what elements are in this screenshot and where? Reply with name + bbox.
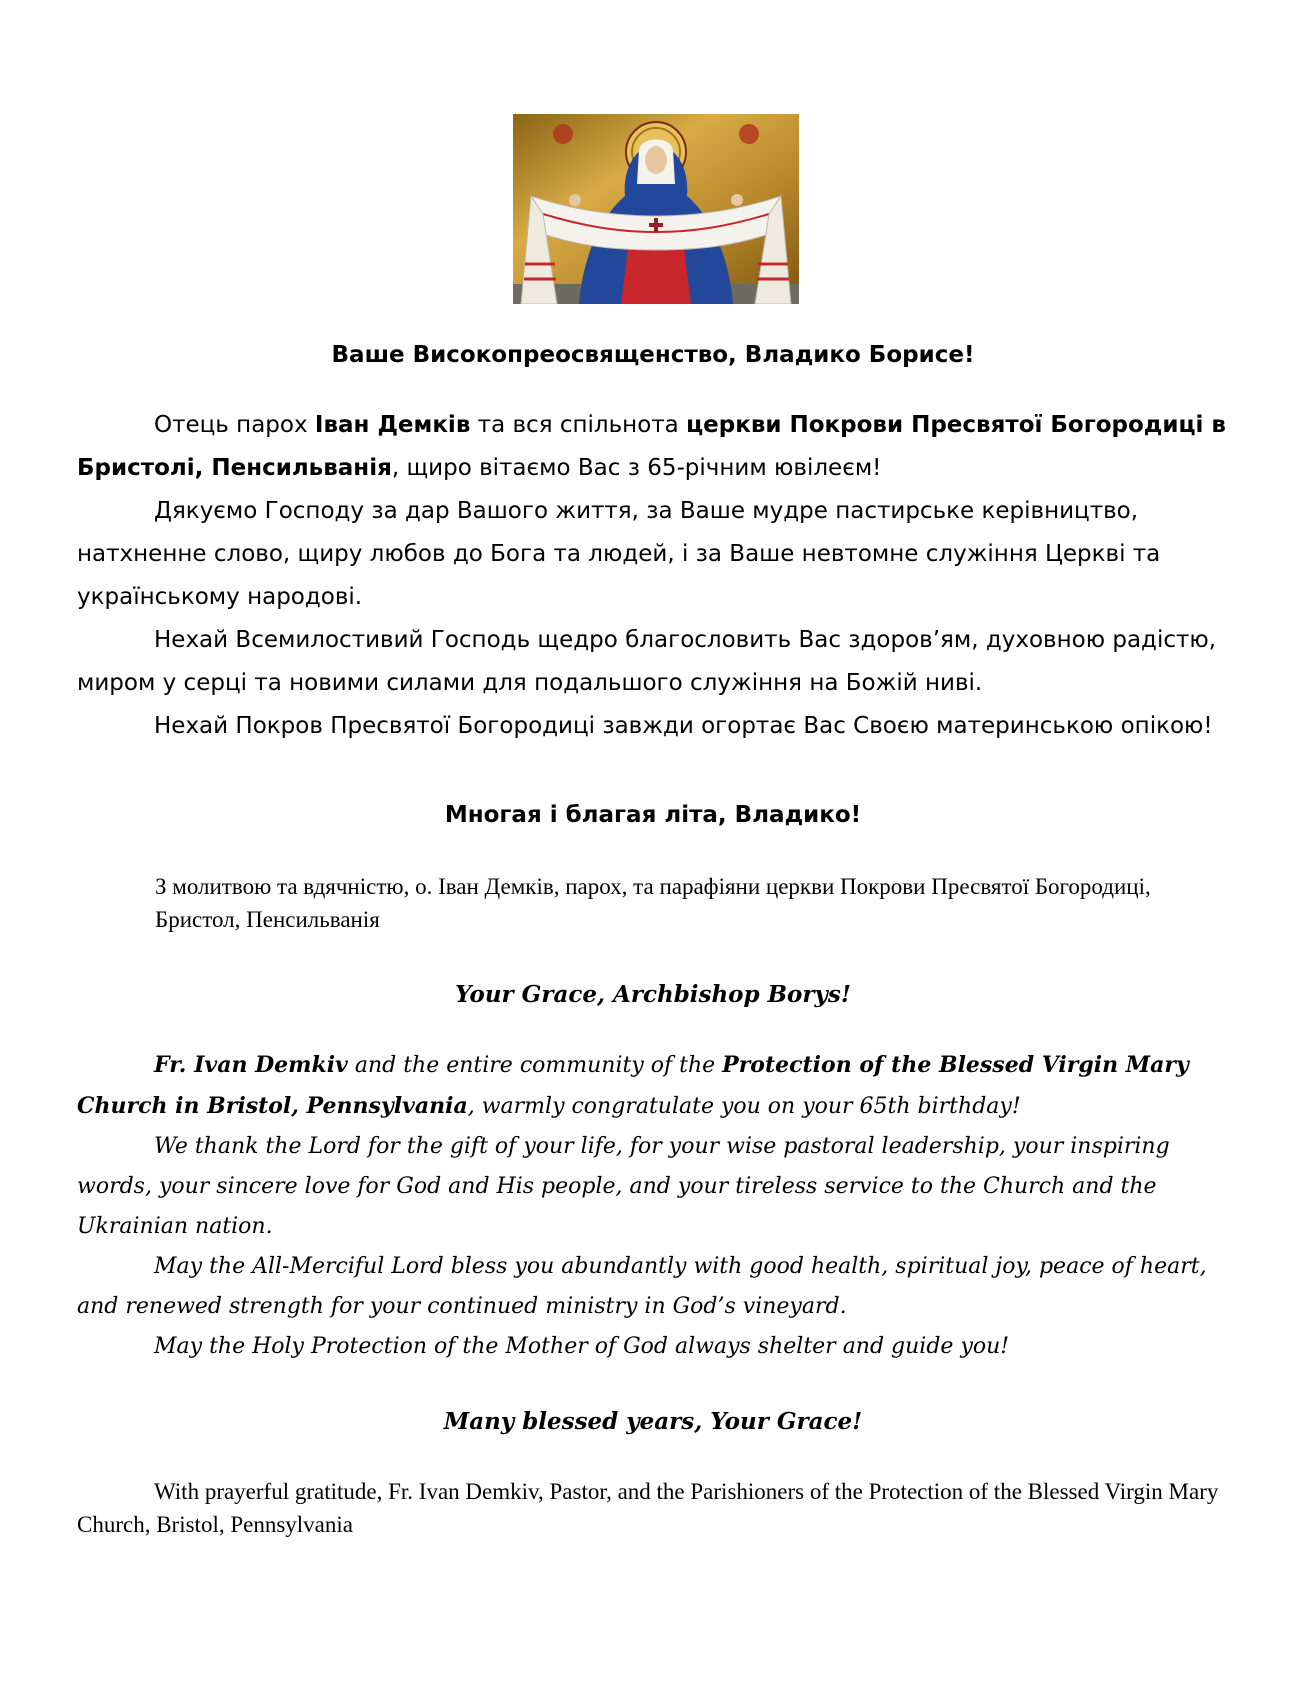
english-title: Your Grace, Archbishop Borys! [455, 981, 851, 1008]
text-run: та вся спільнота [470, 412, 687, 438]
text-run: , warmly congratulate you on your 65th birthday! [467, 1094, 1021, 1119]
ukrainian-signature: З молитвою та вдячністю, о. Іван Демків, парох, та парафіяни церкви Покрови Пресвятої Богородиці, Бристол, Пенсильванія [155, 874, 1151, 932]
ukrainian-paragraph-3: Нехай Всемилостивий Господь щедро благословить Вас здоров’ям, духовною радістю, миром у серці та новими силами для подальшого служіння на Божій ниві. [77, 627, 1217, 696]
ukrainian-title: Ваше Високопреосвященство, Владико Борисе! [331, 342, 975, 368]
ukrainian-closing: Многая і благая літа, Владико! [444, 802, 862, 828]
english-paragraph-3: May the All-Merciful Lord bless you abundantly with good health, spiritual joy, peace of heart, and renewed strength for your continued ministry in God’s vineyard. [77, 1254, 1207, 1319]
english-paragraph-1 [77, 1045, 1227, 1127]
english-signature: With prayerful gratitude, Fr. Ivan Demkiv, Pastor, and the Parishioners of the Protection of the Blessed Virgin Mary Church, Bristol, Pennsylvania [77, 1479, 1219, 1537]
ukrainian-body [77, 404, 1227, 748]
ukrainian-paragraph-4: Нехай Покров Пресвятої Богородиці завжди огортає Вас Своєю материнською опікою! [154, 713, 1213, 739]
text-run: , щиро вітаємо Вас з 65-річним ювілеєм! [391, 455, 882, 481]
pastor-name: Fr. Ivan Demkiv [154, 1052, 348, 1078]
english-closing: Many blessed years, Your Grace! [443, 1408, 863, 1435]
english-body [77, 1045, 1227, 1367]
english-paragraph-4: May the Holy Protection of the Mother of God always shelter and guide you! [154, 1334, 1010, 1359]
english-paragraph-2: We thank the Lord for the gift of your life, for your wise pastoral leadership, your inspiring words, your sincere love for God and His people, and your tireless service to the Church and the Ukrainian nation. [77, 1134, 1170, 1239]
ukrainian-paragraph-2: Дякуємо Господу за дар Вашого життя, за Ваше мудре пастирське керівництво, натхненне слово, щиру любов до Бога та людей, і за Ваше невтомне служіння Церкві та українському народові. [77, 498, 1161, 610]
text-run: and the entire community of the [347, 1053, 723, 1078]
ukrainian-paragraph-1 [77, 404, 1227, 490]
text-run: Отець парох [154, 412, 315, 438]
icon-image [513, 114, 799, 304]
pastor-name: Іван Демків [314, 412, 471, 438]
church-name: Protection of the Blessed Virgin Mary Church in Bristol, Pennsylvania [77, 1052, 1189, 1119]
church-name: церкви Покрови Пресвятої Богородиці в Бристолі, Пенсильванія [77, 412, 1226, 481]
